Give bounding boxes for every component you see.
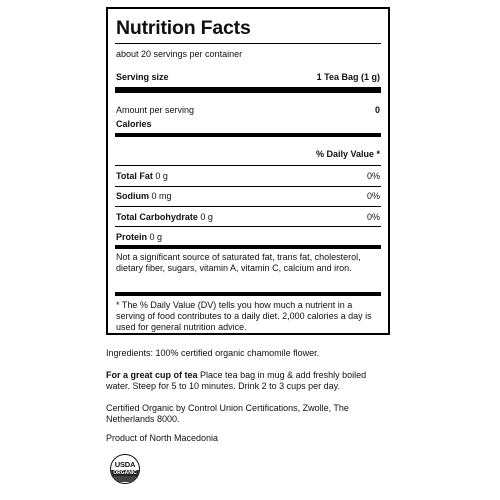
nutrient-label: Total Fat bbox=[116, 171, 153, 181]
nutrient-row-protein bbox=[116, 232, 162, 243]
amount-per-serving: Amount per serving bbox=[116, 105, 195, 115]
nutrition-facts-panel bbox=[106, 7, 390, 335]
nutrient-label: Total Carbohydrate bbox=[116, 212, 198, 222]
nutrient-label: Protein bbox=[116, 232, 148, 242]
nutrient-amount: 0 g bbox=[200, 212, 213, 222]
nutrient-dv: 0% bbox=[366, 171, 380, 181]
calories-value: 0 bbox=[374, 105, 380, 115]
thick-divider bbox=[115, 133, 381, 137]
servings-per-container: about 20 servings per container bbox=[116, 49, 243, 59]
divider bbox=[115, 43, 381, 44]
divider bbox=[115, 206, 381, 207]
divider bbox=[115, 186, 381, 187]
product-origin: Product of North Macedonia bbox=[106, 433, 219, 443]
nutrient-dv: 0% bbox=[366, 212, 380, 222]
nutrient-label: Sodium bbox=[116, 191, 149, 201]
thick-divider bbox=[115, 245, 381, 249]
certification-statement: Certified Organic by Control Union Certifications, Zwolle, The Netherlands 8000. bbox=[106, 403, 349, 424]
divider bbox=[115, 165, 381, 166]
daily-value-footnote: * The % Daily Value (DV) tells you how much a nutrient in a serving of food contributes to a daily diet. 2,000 calories a day is used for general nutrition advice. bbox=[116, 300, 372, 332]
usda-organic-seal bbox=[110, 454, 140, 484]
seal-top-text: USDA bbox=[114, 460, 136, 469]
preparation-instructions bbox=[106, 370, 390, 392]
thick-divider bbox=[115, 87, 381, 93]
seal-arc bbox=[114, 476, 136, 482]
daily-value-header: % Daily Value * bbox=[315, 149, 380, 159]
nutrition-facts-title: Nutrition Facts bbox=[116, 17, 251, 39]
thick-divider bbox=[115, 292, 381, 296]
nutrient-amount: 0 mg bbox=[151, 191, 172, 201]
not-significant-note: Not a significant source of saturated fat, trans fat, cholesterol, dietary fiber, sugars, vitamin A, vitamin C, calcium and iron. bbox=[116, 252, 361, 273]
calories-label: Calories bbox=[116, 119, 152, 129]
ingredients: Ingredients: 100% certified organic chamomile flower. bbox=[106, 348, 320, 358]
serving-size-label: Serving size bbox=[116, 72, 169, 82]
nutrient-amount: 0 g bbox=[149, 232, 163, 242]
serving-size-value: 1 Tea Bag (1 g) bbox=[316, 72, 380, 82]
preparation-text: Place tea bag in mug & add freshly boiled water. Steep for 5 to 10 minutes. Drink 2 to 3 cups per day. bbox=[106, 370, 367, 391]
divider bbox=[115, 226, 381, 227]
preparation-heading: For a great cup of tea bbox=[106, 370, 198, 380]
nutrient-row-total-fat bbox=[116, 171, 168, 182]
nutrient-row-sodium bbox=[116, 191, 172, 202]
seal-band-text: ORGANIC bbox=[111, 470, 139, 477]
nutrient-row-total-carbohydrate bbox=[116, 212, 213, 223]
nutrient-dv: 0% bbox=[366, 191, 380, 201]
nutrient-amount: 0 g bbox=[155, 171, 168, 181]
